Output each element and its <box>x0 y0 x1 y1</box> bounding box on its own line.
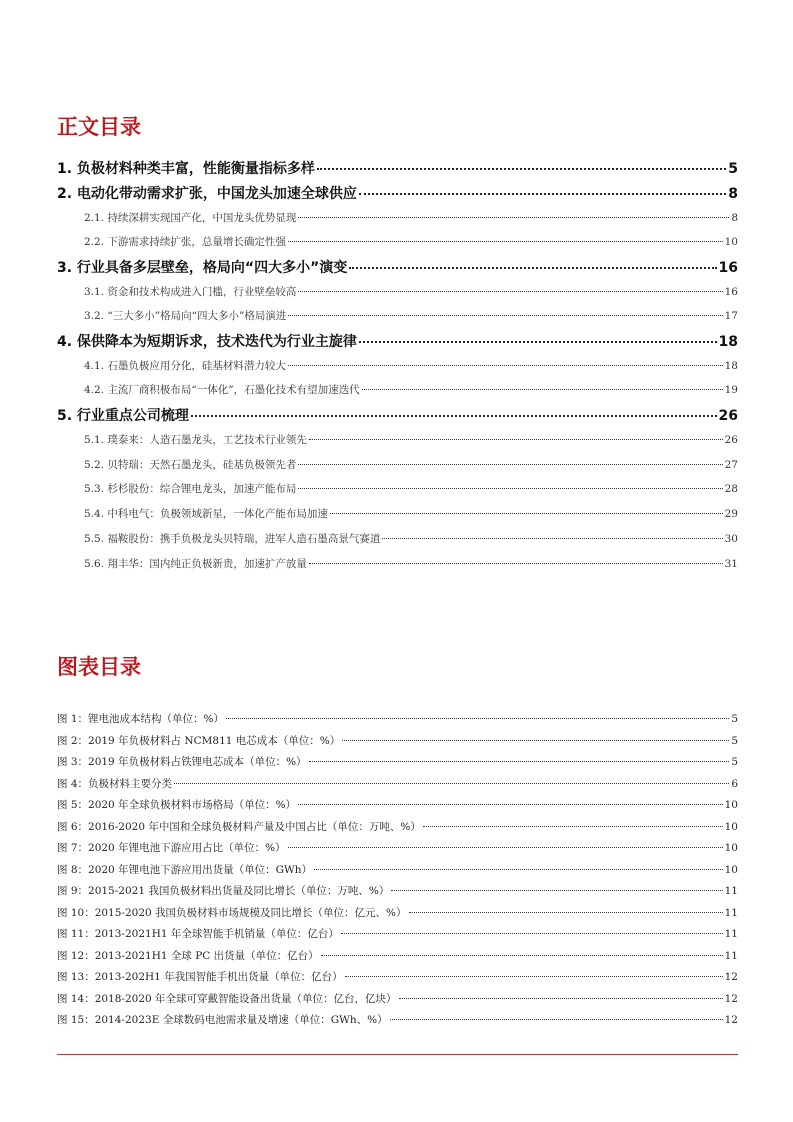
figure-entry-page: 6 <box>731 778 738 790</box>
dot-leader <box>174 783 729 784</box>
figure-entry[interactable] <box>57 776 738 793</box>
toc-entry-page: 18 <box>718 334 738 350</box>
toc-entry-page: 8 <box>728 186 738 202</box>
toc-entry-label: 5. 行业重点公司梳理 <box>57 408 189 424</box>
toc-subentry[interactable] <box>84 481 738 499</box>
figure-entry[interactable] <box>57 862 738 879</box>
dot-leader <box>309 563 723 564</box>
toc-entry-page: 10 <box>724 236 738 248</box>
dot-leader <box>359 193 726 195</box>
toc-entry-page: 8 <box>731 212 738 224</box>
toc-entry-page: 16 <box>718 260 738 276</box>
toc-entry-page: 30 <box>724 533 738 545</box>
figure-entry[interactable] <box>57 991 738 1008</box>
toc-entry-label: 5.2. 贝特瑞：天然石墨龙头，硅基负极领先者 <box>84 459 297 471</box>
toc-subentry[interactable] <box>84 284 738 302</box>
dot-leader <box>288 241 723 242</box>
figure-entry-label: 图 1：锂电池成本结构（单位：%） <box>57 713 224 725</box>
figure-entry-label: 图 3：2019 年负极材料占铁锂电芯成本（单位：%） <box>57 756 307 768</box>
figure-entry-page: 12 <box>724 993 738 1005</box>
toc-entry[interactable] <box>57 331 738 353</box>
toc-entry-label: 5.4. 中科电气：负极领域新星，一体化产能布局加速 <box>84 508 328 520</box>
toc-subentry[interactable] <box>84 457 738 475</box>
figure-entry-page: 11 <box>724 885 738 897</box>
figure-entry-label: 图 5：2020 年全球负极材料市场格局（单位：%） <box>57 799 297 811</box>
dot-leader <box>423 826 723 827</box>
toc-entry-label: 2. 电动化带动需求扩张，中国龙头加速全球供应 <box>57 186 357 202</box>
figure-entry-label: 图 4：负极材料主要分类 <box>57 778 173 790</box>
toc-entry-page: 26 <box>724 434 738 446</box>
toc-entry[interactable] <box>57 257 738 279</box>
figure-entry-label: 图 8：2020 年锂电池下游应用出货量（单位：GWh） <box>57 864 313 876</box>
figure-entry-page: 5 <box>731 713 738 725</box>
figure-entry-page: 11 <box>724 907 738 919</box>
dot-leader <box>309 439 723 440</box>
figure-entry-label: 图 14：2018-2020 年全球可穿戴智能设备出货量（单位：亿台，亿块） <box>57 993 397 1005</box>
figure-entry-label: 图 6：2016-2020 年中国和全球负极材料产量及中国占比（单位：万吨、%） <box>57 821 421 833</box>
toc-entry-label: 5.1. 璞泰来：人造石墨龙头，工艺技术行业领先 <box>84 434 307 446</box>
toc-entry-page: 19 <box>724 384 738 396</box>
toc-entry-label: 5.5. 福鞍股份：携手负极龙头贝特瑞，进军人造石墨高景气赛道 <box>84 533 381 545</box>
figure-entry-label: 图 11：2013-2021H1 年全球智能手机销量（单位：亿台） <box>57 928 339 940</box>
figure-entry-page: 5 <box>731 756 738 768</box>
toc-subentry[interactable] <box>84 382 738 400</box>
toc-entry-page: 29 <box>724 508 738 520</box>
toc-heading: 正文目录 <box>57 115 141 139</box>
toc-entry-page: 5 <box>728 161 738 177</box>
dot-leader <box>288 315 722 316</box>
figure-entry[interactable] <box>57 883 738 900</box>
dot-leader <box>191 415 717 417</box>
figure-entry[interactable] <box>57 948 738 965</box>
dot-leader <box>345 976 723 977</box>
toc-entry-page: 17 <box>724 310 738 322</box>
figure-entry-label: 图 10：2015-2020 我国负极材料市场规模及同比增长（单位：亿元、%） <box>57 907 407 919</box>
dot-leader <box>298 488 722 489</box>
figure-entry[interactable] <box>57 840 738 857</box>
dot-leader <box>288 365 723 366</box>
dot-leader <box>359 341 717 343</box>
figure-entry-page: 12 <box>724 971 738 983</box>
toc-entry-label: 2.1. 持续深耕实现国产化，中国龙头优势显现 <box>84 212 297 224</box>
figure-entry-page: 5 <box>731 735 738 747</box>
figure-entry-page: 12 <box>724 1014 738 1026</box>
dot-leader <box>330 513 723 514</box>
dot-leader <box>341 933 723 934</box>
dot-leader <box>314 869 723 870</box>
dot-leader <box>409 912 723 913</box>
dot-leader <box>382 538 722 539</box>
footer-divider <box>57 1054 738 1055</box>
figure-entry[interactable] <box>57 733 738 750</box>
toc-entry-label: 1. 负极材料种类丰富，性能衡量指标多样 <box>57 161 315 177</box>
toc-entry-label: 4.2. 主流厂商积极布局“一体化”，石墨化技术有望加速迭代 <box>84 384 360 396</box>
dot-leader <box>298 464 722 465</box>
figure-entry-label: 图 12：2013-2021H1 全球 PC 出货量（单位：亿台） <box>57 950 319 962</box>
dot-leader <box>390 1019 723 1020</box>
figure-entry[interactable] <box>57 819 738 836</box>
toc-entry-page: 18 <box>724 360 738 372</box>
dot-leader <box>362 389 723 390</box>
toc-entry-label: 3. 行业具备多层壁垒，格局向“四大多小”演变 <box>57 260 348 276</box>
toc-subentry[interactable] <box>84 358 738 376</box>
figure-entry-page: 10 <box>724 799 738 811</box>
figure-entry-label: 图 9：2015-2021 我国负极材料出货量及同比增长（单位：万吨、%） <box>57 885 390 897</box>
dot-leader <box>298 217 729 218</box>
toc-entry-page: 16 <box>724 286 738 298</box>
toc-entry-label: 5.6. 翔丰华：国内纯正负极新贵，加速扩产放量 <box>84 558 307 570</box>
dot-leader <box>309 761 730 762</box>
dot-leader <box>298 291 722 292</box>
figure-entry-page: 11 <box>724 928 738 940</box>
toc-subentry[interactable] <box>84 531 738 549</box>
figure-entry-page: 10 <box>724 864 738 876</box>
dot-leader <box>317 168 726 170</box>
dot-leader <box>226 718 729 719</box>
figure-entry-label: 图 2：2019 年负极材料占 NCM811 电芯成本（单位：%） <box>57 735 341 747</box>
toc-entry-label: 2.2. 下游需求持续扩张，总量增长确定性强 <box>84 236 286 248</box>
figure-entry-page: 10 <box>724 842 738 854</box>
toc-entry-label: 4. 保供降本为短期诉求，技术迭代为行业主旋律 <box>57 334 357 350</box>
toc-subentry[interactable] <box>84 308 738 326</box>
figure-list-heading: 图表目录 <box>57 655 141 679</box>
figure-entry-page: 10 <box>724 821 738 833</box>
toc-entry[interactable] <box>57 158 738 180</box>
toc-entry[interactable] <box>57 405 738 427</box>
dot-leader <box>298 804 723 805</box>
figure-entry-label: 图 15：2014-2023E 全球数码电池需求量及增速（单位：GWh、%） <box>57 1014 388 1026</box>
figure-entry[interactable] <box>57 969 738 986</box>
toc-subentry[interactable] <box>84 432 738 450</box>
toc-entry-label: 3.1. 资金和技术构成进入门槛，行业壁垒较高 <box>84 286 297 298</box>
toc-entry-label: 3.2. “三大多小”格局向“四大多小”格局演进 <box>84 310 287 322</box>
dot-leader <box>288 847 723 848</box>
figure-entry[interactable] <box>57 926 738 943</box>
toc-entry-label: 4.1. 石墨负极应用分化，硅基材料潜力较大 <box>84 360 286 372</box>
figure-entry-page: 11 <box>724 950 738 962</box>
figure-entry[interactable] <box>57 754 738 771</box>
dot-leader <box>321 955 723 956</box>
toc-subentry[interactable] <box>84 506 738 524</box>
toc-subentry[interactable] <box>84 556 738 574</box>
toc-entry-page: 27 <box>724 459 738 471</box>
figure-entry[interactable] <box>57 1012 738 1029</box>
toc-entry-label: 5.3. 杉杉股份：综合锂电龙头，加速产能布局 <box>84 483 297 495</box>
figure-entry[interactable] <box>57 905 738 922</box>
dot-leader <box>342 740 729 741</box>
toc-subentry[interactable] <box>84 210 738 228</box>
toc-subentry[interactable] <box>84 234 738 252</box>
toc-entry-page: 31 <box>724 558 738 570</box>
figure-entry[interactable] <box>57 797 738 814</box>
figure-entry-label: 图 13：2013-202H1 年我国智能手机出货量（单位：亿台） <box>57 971 343 983</box>
toc-entry[interactable] <box>57 183 738 205</box>
dot-leader <box>399 998 723 999</box>
toc-entry-page: 28 <box>724 483 738 495</box>
dot-leader <box>349 267 716 269</box>
toc-entry-page: 26 <box>718 408 738 424</box>
figure-entry[interactable] <box>57 711 738 728</box>
dot-leader <box>391 890 722 891</box>
figure-entry-label: 图 7：2020 年锂电池下游应用占比（单位：%） <box>57 842 286 854</box>
